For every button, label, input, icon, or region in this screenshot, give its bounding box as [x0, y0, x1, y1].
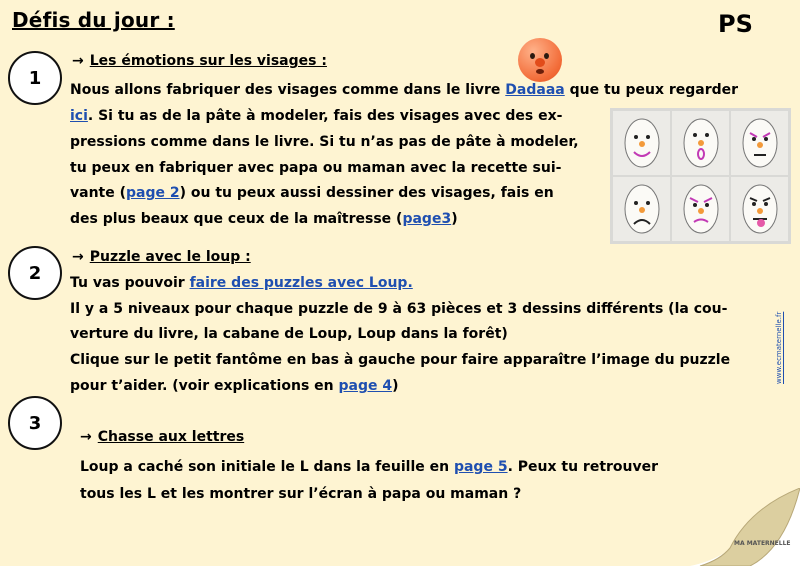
- text: ): [392, 378, 399, 394]
- challenge-1-heading: [72, 52, 327, 70]
- challenge-1-line-1: [70, 81, 738, 99]
- clay-nose: [535, 58, 545, 67]
- text: ) ou tu peux aussi dessiner des visages, fais en: [179, 185, 554, 201]
- face-mad: [672, 177, 729, 241]
- face-angry: [731, 111, 788, 175]
- arrow-icon: →: [80, 429, 92, 445]
- arrow-icon: →: [72, 249, 84, 265]
- link-dadaaa[interactable]: Dadaaa: [505, 82, 565, 98]
- clay-mouth: [536, 69, 544, 74]
- text: . Si tu as de la pâte à modeler, fais des visages avec des ex-: [87, 108, 563, 124]
- clay-eye: [530, 53, 535, 59]
- face-sad: [613, 177, 670, 241]
- clay-eye: [544, 53, 549, 59]
- challenge-2-heading: [72, 248, 251, 266]
- challenge-2-line-2: Il y a 5 niveaux pour chaque puzzle de 9 à 63 pièces et 3 dessins différents (la cou-: [70, 301, 728, 317]
- level-badge: PS: [718, 10, 753, 38]
- text: . Peux tu retrouver: [507, 459, 659, 475]
- text: Tu vas pouvoir: [70, 275, 190, 291]
- clay-face-image: [518, 38, 562, 82]
- challenge-2-line-4: Clique sur le petit fantôme en bas à gauche pour faire apparaître l’image du puzzle: [70, 352, 731, 368]
- challenge-2-line-1: [70, 274, 413, 292]
- challenge-2-line-3: verture du livre, la cabane de Loup, Loup dans la forêt): [70, 326, 508, 342]
- challenge-1-line-2: [70, 107, 562, 125]
- side-url[interactable]: www.ecmaternelle.fr: [775, 311, 783, 384]
- challenge-3-heading: [80, 428, 244, 446]
- link-page-2[interactable]: page 2: [126, 185, 180, 201]
- text: vante (: [70, 185, 126, 201]
- challenge-3-line-1: [80, 458, 658, 476]
- text: pour t’aider. (voir explications en: [70, 378, 339, 394]
- face-tongue: [731, 177, 788, 241]
- link-puzzles-loup[interactable]: faire des puzzles avec Loup.: [189, 275, 413, 291]
- link-ici[interactable]: ici: [70, 108, 88, 124]
- challenge-1-line-5: [70, 184, 554, 202]
- link-page-3[interactable]: page3: [402, 211, 452, 227]
- challenge-1-line-4: tu peux en fabriquer avec papa ou maman avec la recette sui-: [70, 160, 562, 176]
- text: que tu peux regarder: [564, 82, 739, 98]
- challenge-2-line-5: [70, 377, 399, 395]
- face-happy: [613, 111, 670, 175]
- link-page-4[interactable]: page 4: [338, 378, 393, 394]
- challenge-number-1: 1: [8, 51, 62, 105]
- challenge-1-line-6: [70, 210, 458, 228]
- text: Loup a caché son initiale le L dans la feuille en: [80, 459, 454, 475]
- challenge-1-title: Les émotions sur les visages :: [89, 53, 327, 69]
- text: Nous allons fabriquer des visages comme dans le livre: [70, 82, 506, 98]
- challenge-3-title: Chasse aux lettres: [97, 429, 245, 445]
- text: des plus beaux que ceux de la maîtresse (: [70, 211, 403, 227]
- logo: MA MATERNELLE: [734, 540, 791, 547]
- challenge-3-line-2: tous les L et les montrer sur l’écran à papa ou maman ?: [80, 486, 522, 502]
- text: ): [451, 211, 458, 227]
- page-title: Défis du jour :: [12, 8, 175, 32]
- challenge-number-2: 2: [8, 246, 62, 300]
- challenge-number-3: 3: [8, 396, 62, 450]
- face-surprised: [672, 111, 729, 175]
- faces-photo: [610, 108, 791, 244]
- challenge-2-title: Puzzle avec le loup :: [89, 249, 251, 265]
- challenge-1-line-3: pressions comme dans le livre. Si tu n’as pas de pâte à modeler,: [70, 134, 579, 150]
- arrow-icon: →: [72, 53, 84, 69]
- link-page-5[interactable]: page 5: [453, 459, 508, 475]
- page-curl: [690, 488, 800, 566]
